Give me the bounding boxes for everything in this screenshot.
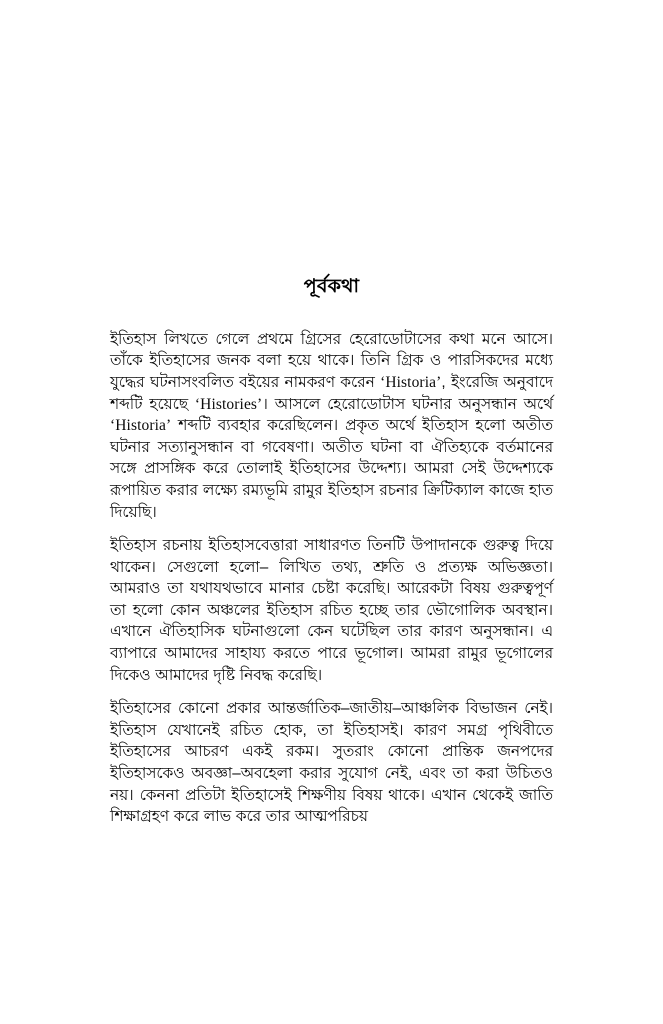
page-content <box>110 275 553 828</box>
paragraph-3: ইতিহাসের কোনো প্রকার আন্তর্জাতিক–জাতীয়–আঞ্চলিক বিভাজন নেই। ইতিহাস যেখানেই রচিত হোক, তা ইতিহাসই। কারণ সমগ্র পৃথিবীতে ইতিহাসের আচরণ একই রকম। সুতরাং কোনো প্রান্তিক জনপদের ইতিহাসকেও অবজ্ঞা–অবহেলা করার সুযোগ নেই, এবং তা করা উচিতও নয়। কেননা প্রতিটা ইতিহাসেই শিক্ষণীয় বিষয় থাকে। এখান থেকেই জাতি শিক্ষাগ্রহণ করে লাভ করে তার আত্মপরিচয় <box>110 700 553 826</box>
page-title: পূর্বকথা <box>303 276 360 297</box>
latin-term: ‘Historia’ <box>110 417 172 435</box>
latin-term: ‘Histories’ <box>194 395 263 413</box>
paragraph-1: ইতিহাস লিখতে গেলে প্রথমে গ্রিসের হেরোডোটাসের কথা মনে আসে। তাঁকে ইতিহাসের জনক বলা হয়ে থাকে। তিনি গ্রিক ও পারসিকদের মধ্যে যুদ্ধের ঘটনাসংবলিত বইয়ের নামকরণ করেন ‘Historia’, ইংরেজি অনুবাদে শব্দটি হয়েছে ‘Histories’। আসলে হেরোডোটাস ঘটনার অনুসন্ধান অর্থে ‘Historia’ শব্দটি ব্যবহার করেছিলেন। প্রকৃত অর্থে ইতিহাস হলো অতীত ঘটনার সত্যানুসন্ধান বা গবেষণা। অতীত ঘটনা বা ঐতিহ্যকে বর্তমানের সঙ্গে প্রাসঙ্গিক করে তোলাই ইতিহাসের উদ্দেশ্য। আমরা সেই উদ্দেশ্যকে রূপায়িত করার লক্ষ্যে রম্যভূমি রামুর ইতিহাস রচনার ক্রিটিক্যাল কাজে হাত দিয়েছি। <box>110 330 553 521</box>
latin-term: ‘Historia’ <box>380 373 442 391</box>
body-paragraphs <box>110 329 553 828</box>
paragraph-2: ইতিহাস রচনায় ইতিহাসবেত্তারা সাধারণত তিনটি উপাদানকে গুরুত্ব দিয়ে থাকেন। সেগুলো হলো– লিখিত তথ্য, শ্রুতি ও প্রত্যক্ষ অভিজ্ঞতা। আমরাও তা যথাযথভাবে মানার চেষ্টা করেছি। আরেকটা বিষয় গুরুত্বপূর্ণ তা হলো কোন অঞ্চলের ইতিহাস রচিত হচ্ছে তার ভৌগোলিক অবস্থান। এখানে ঐতিহাসিক ঘটনাগুলো কেন ঘটেছিল তার কারণ অনুসন্ধান। এ ব্যাপারে আমাদের সাহায্য করতে পারে ভূগোল। আমরা রামুর ভূগোলের দিকেও আমাদের দৃষ্টি নিবদ্ধ করেছি। <box>110 537 553 684</box>
